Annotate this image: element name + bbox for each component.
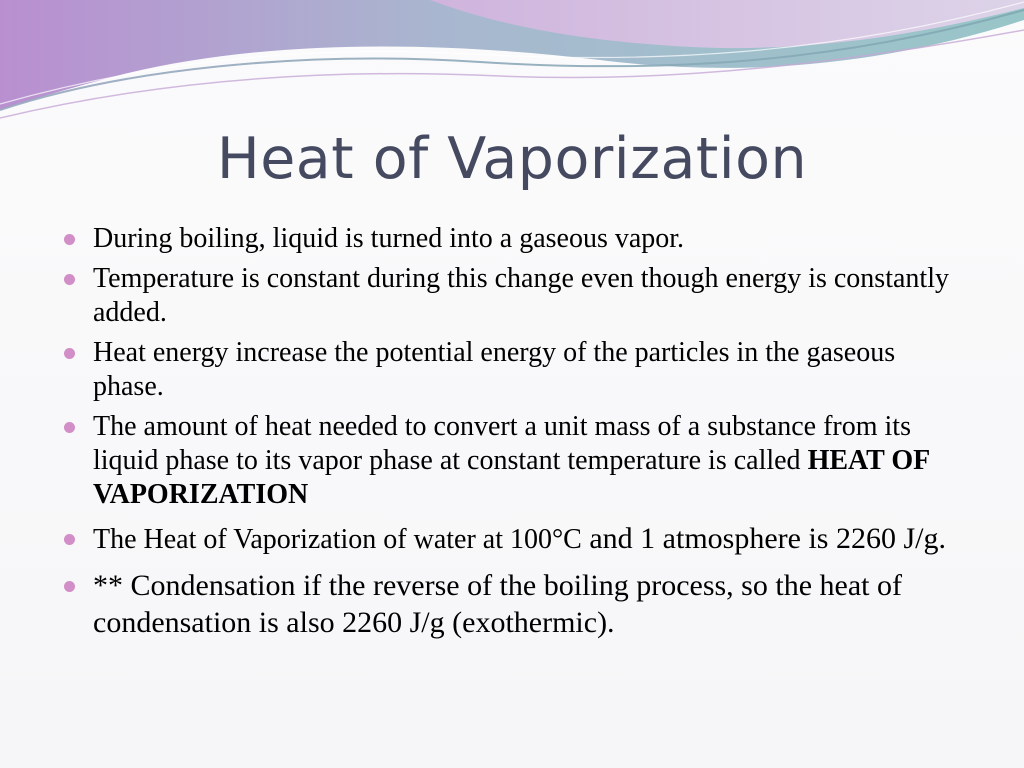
bullet-text-large: and 1 atmosphere is 2260 J/g. <box>581 522 946 555</box>
bullet-text: The amount of heat needed to convert a unit mass of a substance from its liquid phase to its vapor phase at constant temperature is called <box>93 411 911 476</box>
bullet-item <box>62 522 972 557</box>
bullet-text: The Heat of Vaporization of water at 100°C <box>93 524 582 555</box>
slide-title: Heat of Vaporization <box>216 126 808 192</box>
bullet-dot-icon <box>64 422 75 433</box>
bullet-list <box>62 222 972 647</box>
bullet-dot-icon <box>64 581 75 592</box>
bullet-dot-icon <box>64 274 75 285</box>
bullet-text: Heat energy increase the potential energy of the particles in the gaseous phase. <box>93 337 896 402</box>
bullet-item <box>62 222 972 256</box>
bullet-item <box>62 262 972 330</box>
bullet-dot-icon <box>64 234 75 245</box>
decorative-wave-header <box>0 0 1024 130</box>
bullet-emphasis: HEAT OF VAPORIZATION <box>93 445 930 510</box>
bullet-item <box>62 336 972 404</box>
bullet-dot-icon <box>64 534 75 545</box>
bullet-item <box>62 410 972 512</box>
bullet-text: During boiling, liquid is turned into a gaseous vapor. <box>93 223 685 254</box>
bullet-dot-icon <box>64 348 75 359</box>
bullet-item <box>62 567 972 641</box>
bullet-text: ** Condensation if the reverse of the boiling process, so the heat of condensation is also 2260 J/g (exothermic). <box>93 569 902 639</box>
bullet-text: Temperature is constant during this change even though energy is constantly added. <box>93 263 949 328</box>
